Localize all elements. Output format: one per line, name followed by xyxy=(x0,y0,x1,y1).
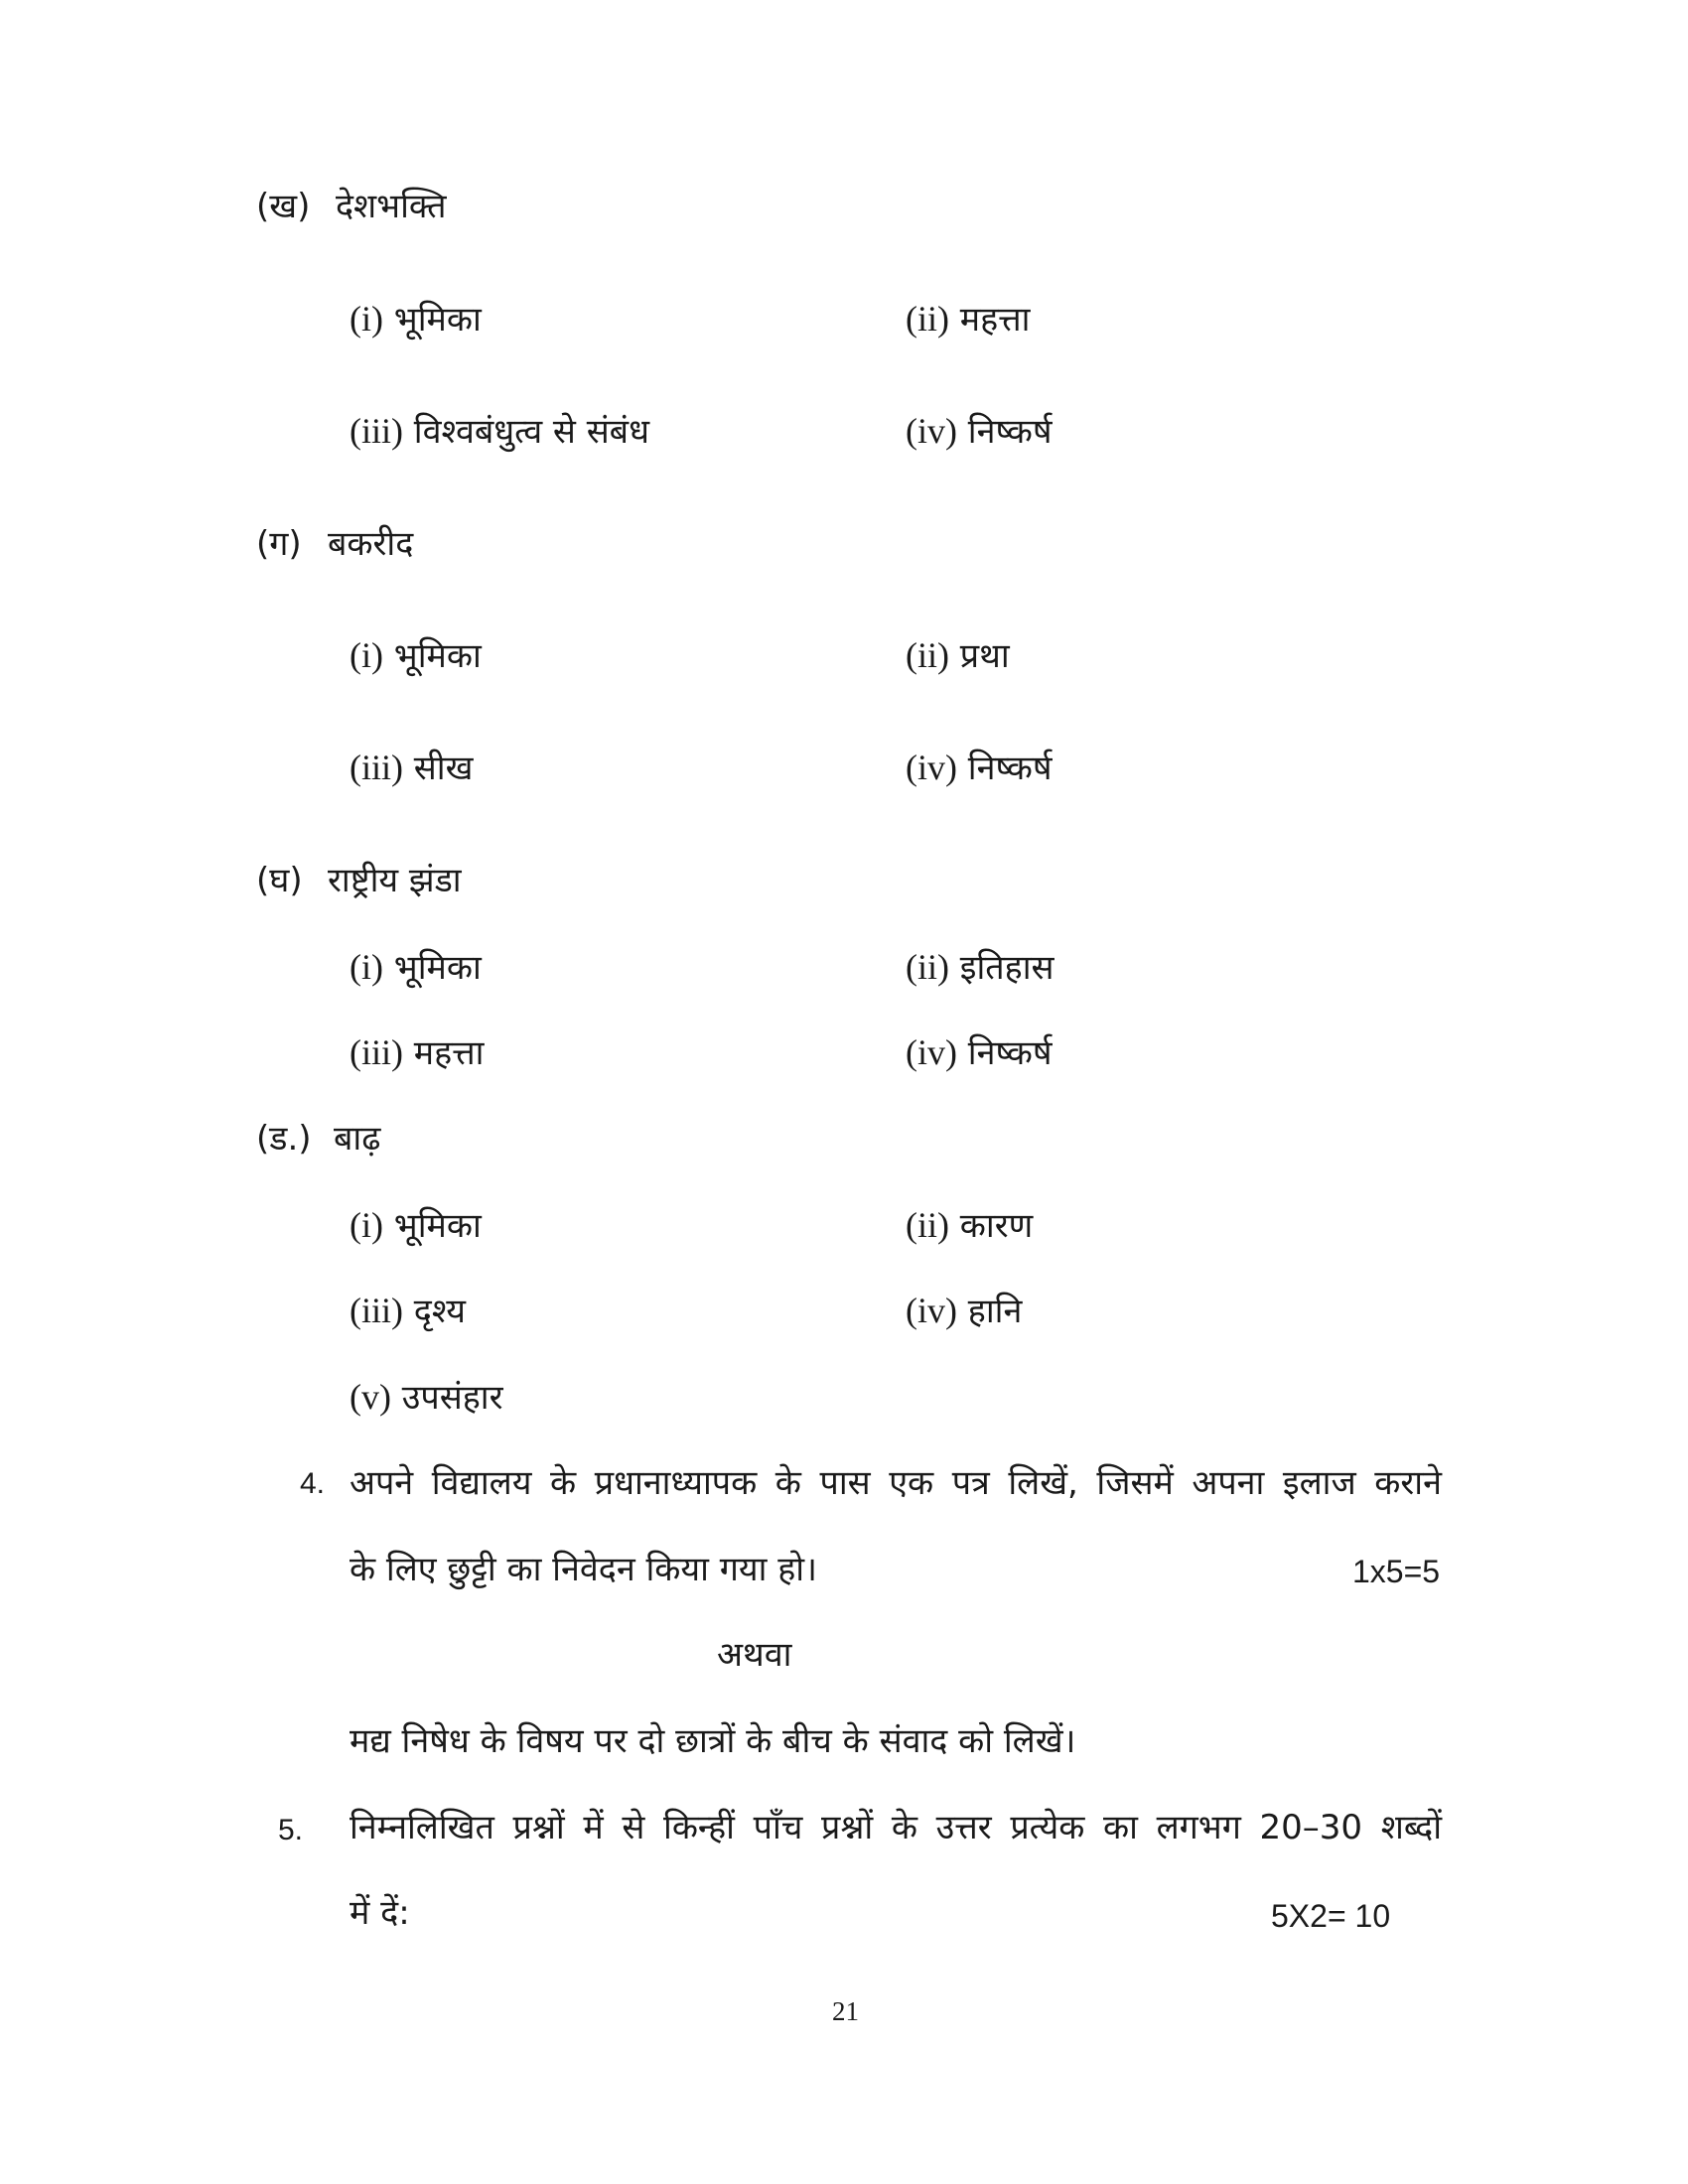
section-title: बकरीद xyxy=(328,524,414,564)
point-number: (i) xyxy=(350,1205,383,1245)
question-text-line: में दें: xyxy=(350,1893,410,1933)
page-number: 21 xyxy=(832,1996,859,2026)
point-item xyxy=(906,746,1053,790)
point-item xyxy=(350,1203,482,1248)
section-marker: (ड.) xyxy=(256,1119,312,1159)
point-text: महत्ता xyxy=(413,1033,485,1073)
question-number: 4. xyxy=(300,1467,326,1500)
point-text: सीख xyxy=(413,749,474,788)
section-title: देशभक्ति xyxy=(336,187,447,226)
point-number: (iv) xyxy=(906,748,957,787)
point-item xyxy=(906,409,1053,454)
point-text: निष्कर्ष xyxy=(967,1033,1053,1073)
point-item xyxy=(350,1375,503,1420)
point-item xyxy=(906,945,1055,990)
point-item xyxy=(350,633,482,678)
point-number: (iv) xyxy=(906,1032,957,1072)
point-number: (ii) xyxy=(906,299,949,339)
point-item xyxy=(350,1289,466,1333)
point-text: विश्वबंधुत्व से संबंध xyxy=(413,412,650,452)
point-number: (iv) xyxy=(906,411,957,451)
point-number: (ii) xyxy=(906,1205,949,1245)
point-number: (iii) xyxy=(350,748,403,787)
point-number: (i) xyxy=(350,635,383,675)
point-item xyxy=(906,1030,1053,1075)
point-number: (iv) xyxy=(906,1291,957,1330)
point-text: दृश्य xyxy=(413,1292,467,1331)
question-number: 5. xyxy=(278,1814,304,1846)
point-item xyxy=(350,746,473,790)
point-item xyxy=(350,297,482,341)
point-number: (iii) xyxy=(350,1032,403,1072)
section-marker: (घ) xyxy=(256,861,303,900)
point-text: उपसंहार xyxy=(401,1378,503,1418)
point-item xyxy=(906,297,1030,341)
point-number: (ii) xyxy=(906,947,949,987)
point-item xyxy=(906,1289,1022,1333)
question-text-line: के लिए छुट्टी का निवेदन किया गया हो। xyxy=(350,1550,817,1589)
point-text: भूमिका xyxy=(393,300,482,340)
point-text: निष्कर्ष xyxy=(967,749,1053,788)
point-text: महत्ता xyxy=(959,300,1031,340)
point-item xyxy=(350,409,649,454)
or-separator: अथवा xyxy=(717,1635,792,1675)
point-text: भूमिका xyxy=(393,948,482,988)
marks-label: 5X2= 10 xyxy=(1271,1898,1391,1934)
point-number: (iii) xyxy=(350,411,403,451)
section-title: बाढ़ xyxy=(334,1119,381,1159)
point-item xyxy=(350,1030,484,1075)
point-text: भूमिका xyxy=(393,1206,482,1246)
point-number: (ii) xyxy=(906,635,949,675)
question-text-line: अपने विद्यालय के प्रधानाध्यापक के पास एक पत्र लिखें, जिसमें अपना इलाज कराने xyxy=(350,1463,1442,1503)
point-number: (i) xyxy=(350,947,383,987)
point-item xyxy=(906,633,1010,678)
point-item xyxy=(906,1203,1033,1248)
point-number: (iii) xyxy=(350,1291,403,1330)
section-marker: (ग) xyxy=(256,524,302,564)
point-number: (v) xyxy=(350,1377,391,1417)
point-text: हानि xyxy=(967,1292,1023,1331)
point-text: भूमिका xyxy=(393,636,482,676)
point-text: प्रथा xyxy=(959,636,1010,676)
point-number: (i) xyxy=(350,299,383,339)
point-text: इतिहास xyxy=(959,948,1055,988)
marks-label: 1x5=5 xyxy=(1352,1554,1441,1589)
section-marker: (ख) xyxy=(256,187,311,226)
point-text: निष्कर्ष xyxy=(967,412,1053,452)
question-alternative: मद्य निषेध के विषय पर दो छात्रों के बीच के संवाद को लिखें। xyxy=(350,1721,1076,1761)
point-text: कारण xyxy=(959,1206,1034,1246)
question-text-line: निम्नलिखित प्रश्नों में से किन्हीं पाँच प्रश्नों के उत्तर प्रत्येक का लगभग 20–30 शब्दों xyxy=(350,1808,1442,1847)
section-title: राष्ट्रीय झंडा xyxy=(328,861,462,900)
point-item xyxy=(350,945,482,990)
